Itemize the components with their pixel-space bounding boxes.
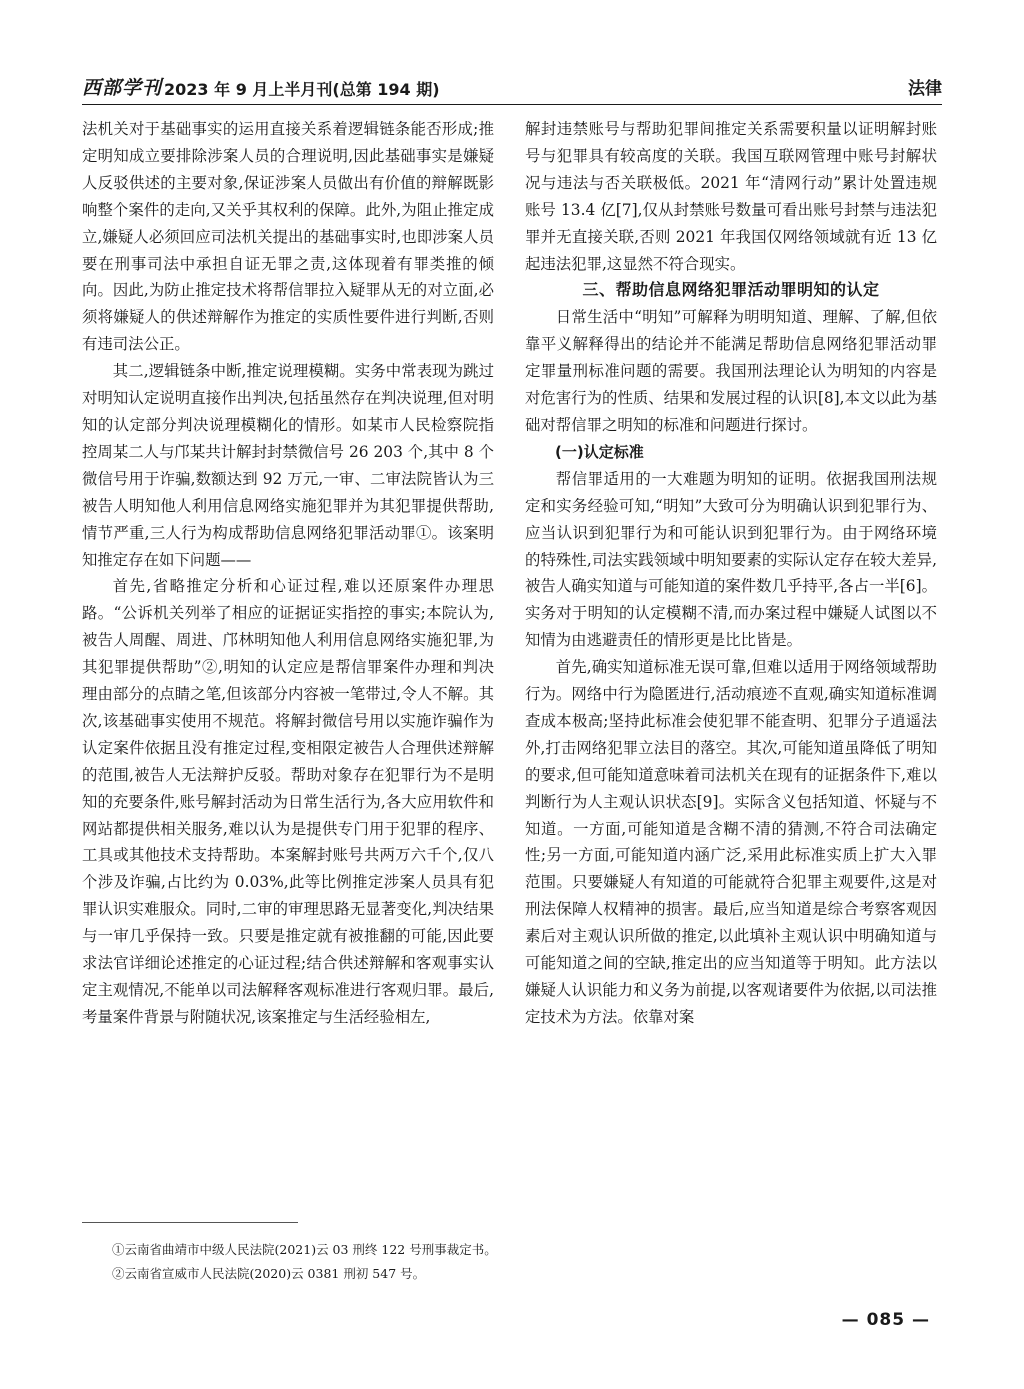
paragraph: 法机关对于基础事实的运用直接关系着逻辑链条能否形成;推定明知成立要排除涉案人员的合理说明,因此基础事实是嫌疑人反驳供述的主要对象,保证涉案人员做出有价值的辩解既影响整个案件的走向,又关乎其权利的保障。此外,为阻止推定成立,嫌疑人必须回应司法机关提出的基础事实时,也即涉案人员要在刑事司法中承担自证无罪之责,这体现着有罪类推的倾向。因此,为防止推定技术将帮信罪拉入疑罪从无的对立面,必须将嫌疑人的供述辩解作为推定的实质性要件进行判断,否则有违司法公正。 bbox=[82, 120, 494, 354]
paragraph: 日常生活中“明知”可解释为明明知道、理解、了解,但依靠平义解释得出的结论并不能满足帮助信息网络犯罪活动罪定罪量刑标准问题的需要。我国刑法理论认为明知的内容是对危害行为的性质、结果和发展过程的认识[8],本文以此为基础对帮信罪之明知的标准和问题进行探讨。 bbox=[525, 308, 937, 434]
issue-info: 2023 年 9 月上半月刊(总第 194 期) bbox=[164, 80, 440, 99]
footnote-divider bbox=[82, 1222, 298, 1223]
paragraph: 首先,确实知道标准无误可靠,但难以适用于网络领域帮助行为。网络中行为隐匿进行,活动痕迹不直观,确实知道标准调查成本极高;坚持此标准会使犯罪不能查明、犯罪分子逍遥法外,打击网络犯罪立法目的落空。其次,可能知道虽降低了明知的要求,但可能知道意味着司法机关在现有的证据条件下,难以判断行为人主观认识状态[9]。实际含义包括知道、怀疑与不知道。一方面,可能知道是含糊不清的猜测,不符合司法确定性;另一方面,可能知道内涵广泛,采用此标准实质上扩大入罪范围。只要嫌疑人有知道的可能就符合犯罪主观要件,这是对刑法保障人权精神的损害。最后,应当知道是综合考察客观因素后对主观认识所做的推定,以此填补主观认识中明确知道与可能知道之间的空缺,推定出的应当知道等于明知。此方法以嫌疑人认识能力和义务为前提,以客观诸要件为依据,以司法推定技术为方法。依靠对案 bbox=[525, 658, 937, 1026]
footnotes bbox=[112, 1238, 912, 1286]
header-left bbox=[82, 79, 440, 98]
section-tag: 法律 bbox=[908, 79, 942, 99]
paragraph: 解封违禁账号与帮助犯罪间推定关系需要积量以证明解封账号与犯罪具有较高度的关联。我国互联网管理中账号封解状况与违法与否关联极低。2021 年“清网行动”累计处置违规账号 13.4 亿[7],仅从封禁账号数量可看出账号封禁与违法犯罪并无直接关联,否则 2021 年我国仅网络领域就有近 13 亿起违法犯罪,这显然不符合现实。 bbox=[525, 120, 937, 273]
paragraph: 帮信罪适用的一大难题为明知的证明。依据我国刑法规定和实务经验可知,“明知”大致可分为明确认识到犯罪行为、应当认识到犯罪行为和可能认识到犯罪行为。由于网络环境的特殊性,司法实践领域中明知要素的实际认定存在较大差异,被告人确实知道与可能知道的案件数几乎持平,各占一半[6]。实务对于明知的认定模糊不清,而办案过程中嫌疑人试图以不知情为由逃避责任的情形更是比比皆是。 bbox=[525, 469, 937, 650]
section-heading: 三、帮助信息网络犯罪活动罪明知的认定 bbox=[582, 280, 880, 300]
paragraph: 其二,逻辑链条中断,推定说理模糊。实务中常表现为跳过对明知认定说明直接作出判决,包括虽然存在判决说理,但对明知的认定部分判决说理模糊化的情形。如某市人民检察院指控周某二人与邝某共计解封封禁微信号 26 203 个,其中 8 个微信号用于诈骗,数额达到 92 万元,一审、二审法院皆认为三被告人明知他人利用信息网络实施犯罪并为其犯罪提供帮助,情节严重,三人行为构成帮助信息网络犯罪活动罪①。该案明知推定存在如下问题—— bbox=[82, 362, 494, 569]
running-header bbox=[82, 68, 942, 105]
right-column bbox=[525, 116, 937, 1031]
footnote: ②云南省宣威市人民法院(2020)云 0381 刑初 547 号。 bbox=[112, 1266, 426, 1281]
subsection-heading: (一)认定标准 bbox=[555, 442, 644, 461]
left-column bbox=[82, 116, 494, 1031]
paragraph: 首先,省略推定分析和心证过程,难以还原案件办理思路。“公诉机关列举了相应的证据证实指控的事实;本院认为,被告人周醒、周进、邝林明知他人利用信息网络实施犯罪,为其犯罪提供帮助”②,明知的认定应是帮信罪案件办理和判决理由部分的点睛之笔,但该部分内容被一笔带过,令人不解。其次,该基础事实使用不规范。将解封微信号用以实施诈骗作为认定案件依据且没有推定过程,变相限定被告人合理供述辩解的范围,被告人无法辩护反驳。帮助对象存在犯罪行为不是明知的充要条件,账号解封活动为日常生活行为,各大应用软件和网站都提供相关服务,难以认为是提供专门用于犯罪的程序、工具或其他技术支持帮助。本案解封账号共两万六千个,仅八个涉及诈骗,占比约为 0.03%,此等比例推定涉案人员具有犯罪认识实难服众。同时,二审的审理思路无显著变化,判决结果与一审几乎保持一致。只要是推定就有被推翻的可能,因此要求法官详细论述推定的心证过程;结合供述辩解和客观事实认定主观情况,不能单以司法解释客观标准进行客观归罪。最后,考量案件背景与附随状况,该案推定与生活经验相左, bbox=[82, 577, 494, 1026]
page-number: — 085 — bbox=[841, 1310, 930, 1330]
journal-name: 西部学刊 bbox=[82, 77, 163, 99]
footnote: ①云南省曲靖市中级人民法院(2021)云 03 刑终 122 号刑事裁定书。 bbox=[112, 1242, 497, 1257]
